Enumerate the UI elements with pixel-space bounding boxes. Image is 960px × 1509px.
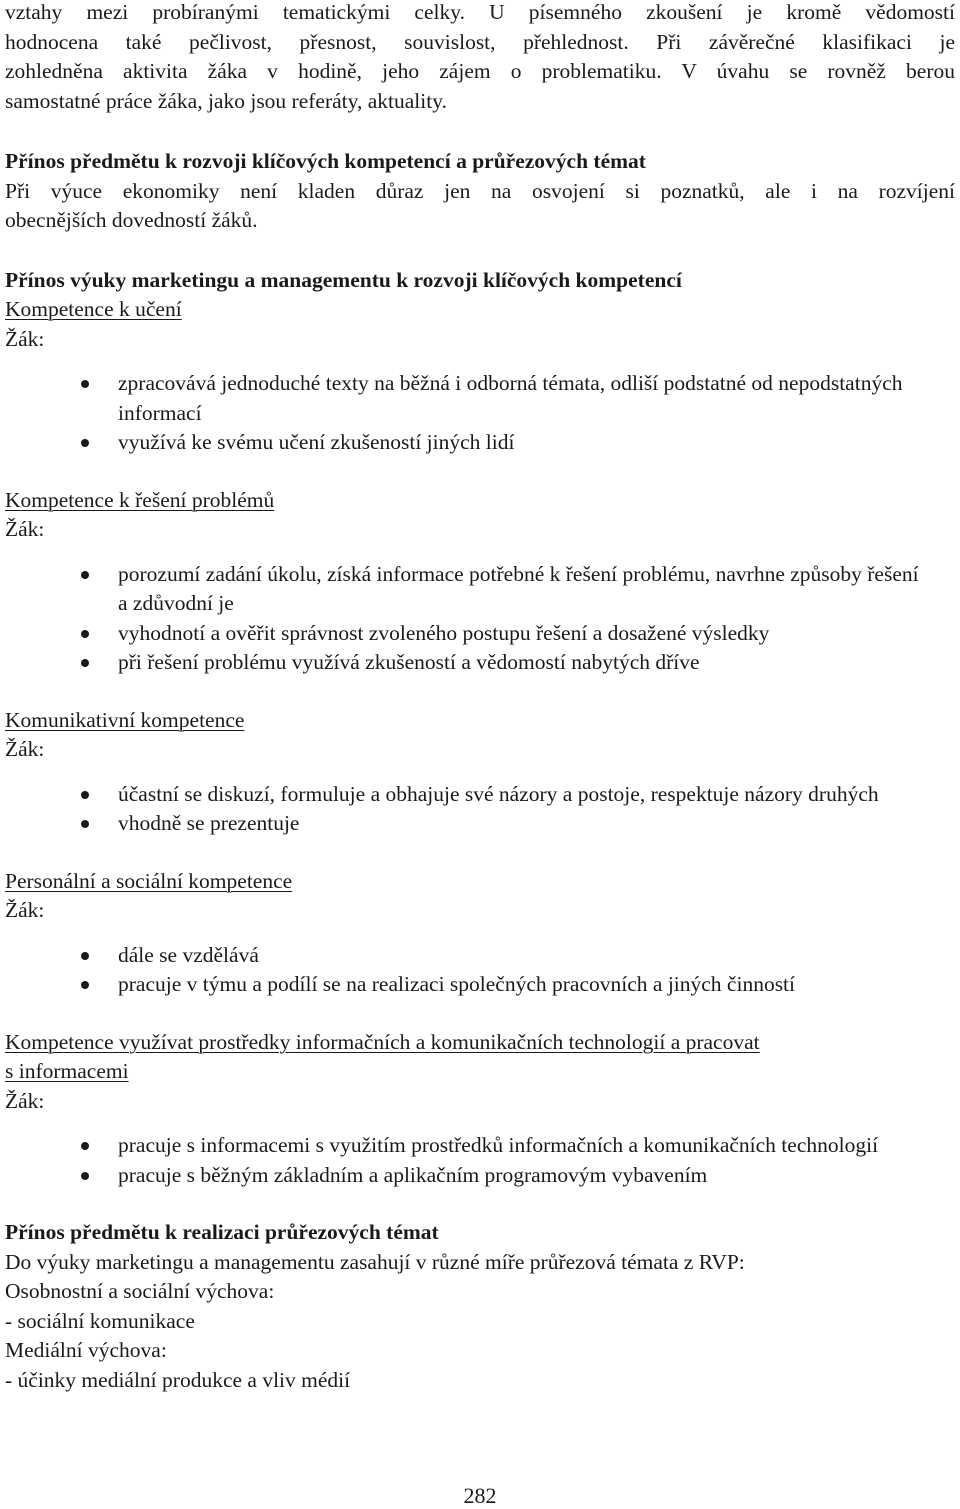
subsection-title-problem-solving: Kompetence k řešení problémů <box>5 487 275 512</box>
contribution-heading: Přínos předmětu k rozvoji klíčových kompetencí a průřezových témat <box>5 149 646 173</box>
bullet-icon <box>81 380 89 388</box>
bullet-icon <box>81 820 89 828</box>
problem-solving-list <box>5 560 955 678</box>
contribution-section <box>5 147 955 236</box>
bullet-icon <box>81 571 89 579</box>
subsection-title-ict <box>5 1028 955 1087</box>
bullet-icon <box>81 791 89 799</box>
contribution-text: obecnějších dovedností žáků. <box>5 208 258 232</box>
learning-list <box>5 369 955 458</box>
intro-paragraph <box>5 0 955 116</box>
list-item: při řešení problému využívá zkušeností a vědomostí nabytých dříve <box>5 648 955 678</box>
theme-item: - účinky mediální produkce a vliv médií <box>5 1367 351 1392</box>
list-item: pracuje s informacemi s využitím prostředků informačních a komunikačních technologií <box>5 1131 955 1161</box>
list-item: zpracovává jednoduché texty na běžná i odborná témata, odliší podstatné od nepodstatných informací <box>5 369 955 428</box>
subsection-title-learning: Kompetence k učení <box>5 297 182 321</box>
ict-list <box>5 1131 955 1190</box>
subsection-title-personal-social: Personální a sociální kompetence <box>5 868 293 893</box>
pupil-label: Žák: <box>5 326 45 351</box>
cross-themes-intro: Do výuky marketingu a managementu zasahují v různé míře průřezová témata z RVP: <box>5 1249 745 1274</box>
intro-line: zohledněna aktivita žáka v hodině, jeho zájem o problematiku. V úvahu se rovněž berou <box>5 59 955 83</box>
theme-item: - sociální komunikace <box>5 1308 195 1333</box>
intro-line: hodnocena také pečlivost, přesnost, souvislost, přehlednost. Při závěrečné klasifikaci je <box>5 29 955 54</box>
bullet-icon <box>81 952 89 960</box>
intro-line: samostatné práce žáka, jako jsou referáty, aktuality. <box>5 88 447 113</box>
cross-themes-heading: Přínos předmětu k realizaci průřezových témat <box>5 1220 439 1244</box>
list-item: pracuje v týmu a podílí se na realizaci společných pracovních a jiných činností <box>5 970 955 1000</box>
document-page <box>5 0 955 1395</box>
theme-title: Osobnostní a sociální výchova: <box>5 1279 275 1303</box>
list-item: porozumí zadání úkolu, získá informace potřebné k řešení problému, navrhne způsoby řešení a zdůvodní je <box>5 560 955 619</box>
list-item: využívá ke svému učení zkušeností jiných lidí <box>5 428 955 458</box>
communication-list <box>5 780 955 839</box>
list-item: pracuje s běžným základním a aplikačním programovým vybavením <box>5 1161 955 1191</box>
bullet-icon <box>81 981 89 989</box>
list-item: vyhodnotí a ověřit správnost zvoleného postupu řešení a dosažené výsledky <box>5 619 955 649</box>
bullet-icon <box>81 1172 89 1180</box>
bullet-icon <box>81 1142 89 1150</box>
ict-title-line: Kompetence využívat prostředky informačních a komunikačních technologií a pracovat <box>5 1029 760 1054</box>
list-item: dále se vzdělává <box>5 941 955 971</box>
ict-title-line: s informacemi <box>5 1059 129 1083</box>
intro-line: vztahy mezi probíranými tematickými celky. U písemného zkoušení je kromě vědomostí <box>5 0 955 24</box>
competences-heading: Přínos výuky marketingu a managementu k rozvoji klíčových kompetencí <box>5 267 682 292</box>
theme-title: Mediální výchova: <box>5 1338 167 1362</box>
pupil-label: Žák: <box>5 517 45 541</box>
pupil-label: Žák: <box>5 1088 45 1113</box>
bullet-icon <box>81 630 89 638</box>
bullet-icon <box>81 439 89 447</box>
cross-themes-section <box>5 1218 955 1395</box>
contribution-text: Při výuce ekonomiky není kladen důraz jen na osvojení si poznatků, ale i na rozvíjení <box>5 178 955 203</box>
personal-social-list <box>5 941 955 1000</box>
pupil-label: Žák: <box>5 737 45 761</box>
list-item: vhodně se prezentuje <box>5 809 955 839</box>
page-number: 282 <box>463 1483 497 1508</box>
subsection-title-communication: Komunikativní kompetence <box>5 707 245 732</box>
bullet-icon <box>81 659 89 667</box>
pupil-label: Žák: <box>5 898 45 922</box>
list-item: účastní se diskuzí, formuluje a obhajuje své názory a postoje, respektuje názory druhých <box>5 780 955 810</box>
competences-section <box>5 266 955 1191</box>
